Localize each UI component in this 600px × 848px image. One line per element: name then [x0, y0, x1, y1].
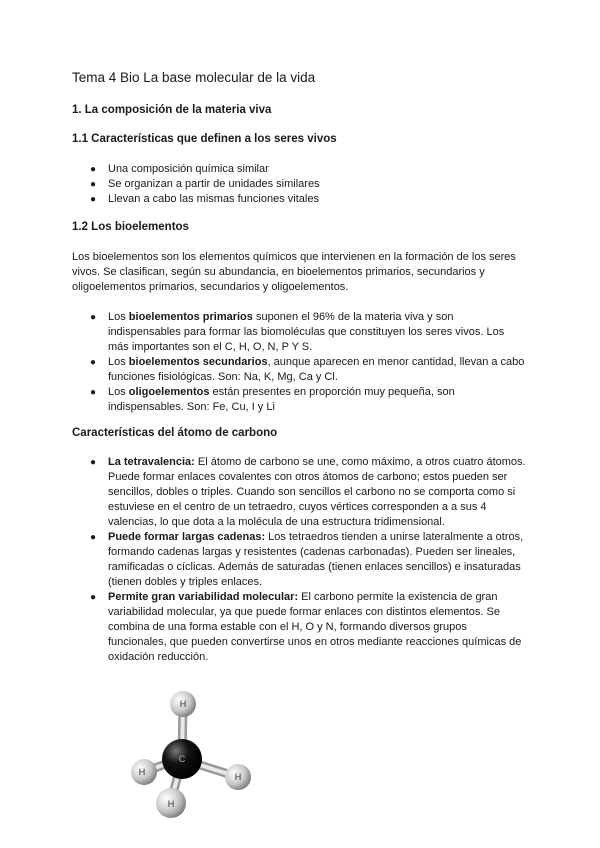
document-title: Tema 4 Bio La base molecular de la vida: [72, 70, 316, 85]
bullet-icon: ●: [90, 387, 97, 398]
bioelements-list: [88, 310, 528, 415]
bullet-icon: ●: [90, 164, 97, 175]
bioelements-paragraph: Los bioelementos son los elementos químicos que intervienen en la formación de los seres vivos. Se clasifican, según su abundancia, en bioelementos primarios, secundarios y oligoelementos primarios, secundarios y oligoelementos.: [72, 251, 516, 293]
methane-molecule-image: [120, 684, 260, 834]
section-heading-1-1: 1.1 Características que definen a los seres vivos: [72, 133, 337, 145]
bullet-icon: ●: [90, 194, 97, 205]
list-item: ● Una composición química similar: [90, 163, 269, 175]
atom-label-right: H: [234, 772, 242, 782]
characteristics-list: [88, 162, 528, 207]
list-item: ● Los bioelementos secundarios, aunque aparecen en menor cantidad, llevan a cabo funciones fisiológicas. Son: Na, K, Mg, Ca y Cl.: [90, 356, 525, 383]
list-item: ● Los bioelementos primarios suponen el 96% de la materia viva y son indispensables para formar las biomoléculas que constituyen los seres vivos. Los más importantes son el C, H, O, N, P Y S.: [90, 311, 505, 353]
bullet-icon: ●: [90, 457, 97, 468]
bullet-icon: ●: [90, 179, 97, 190]
section-heading-1-2: 1.2 Los bioelementos: [72, 221, 189, 233]
atom-label-left: H: [138, 767, 146, 777]
atom-label-bottom: H: [167, 799, 175, 809]
atom-label-top: H: [179, 699, 187, 709]
bullet-icon: ●: [90, 592, 97, 603]
carbon-list: [88, 455, 528, 665]
bullet-icon: ●: [90, 312, 97, 323]
carbon-heading: Características del átomo de carbono: [72, 427, 278, 439]
list-item: ● Los oligoelementos están presentes en proporción muy pequeña, son indispensables. Son: Fe, Cu, I y Li: [90, 386, 455, 413]
list-item: ● La tetravalencia: El átomo de carbono se une, como máximo, a otros cuatro átomos. Puede formar enlaces covalentes con otros átomos de carbono; estos pueden ser sencillos, dobles o triples. Cuando son sencillos el carbono no se comporta como si estuviese en el centro de un tetraedro, cuyos vértices corresponden a a sus 4 valencias, lo que dota a la molécula de una estructura tridimensional.: [90, 456, 526, 528]
bullet-icon: ●: [90, 357, 97, 368]
list-item: ● Puede formar largas cadenas: Los tetraedros tienden a unirse lateralmente a otros, formando cadenas largas y resistentes (cadenas carbonadas). Pueden ser lineales, ramificadas o cíclicas. Además de saturadas (tienen enlaces sencillos) e insaturadas (tienen dobles y triples enlaces.: [90, 531, 524, 588]
list-item: ● Permite gran variabilidad molecular: El carbono permite la existencia de gran variabilidad molecular, ya que puede formar enlaces con distintos elementos. Se combina de una forma estable con el H, O y N, formando diversos grupos funcionales, que pueden convertirse unos en otros mediante reacciones químicas de oxidación reducción.: [90, 591, 522, 663]
list-item: ● Se organizan a partir de unidades similares: [90, 178, 320, 190]
section-heading-1: 1. La composición de la materia viva: [72, 104, 272, 116]
atom-label-center: C: [178, 754, 186, 764]
list-item: ● Llevan a cabo las mismas funciones vitales: [90, 193, 319, 205]
bullet-icon: ●: [90, 532, 97, 543]
